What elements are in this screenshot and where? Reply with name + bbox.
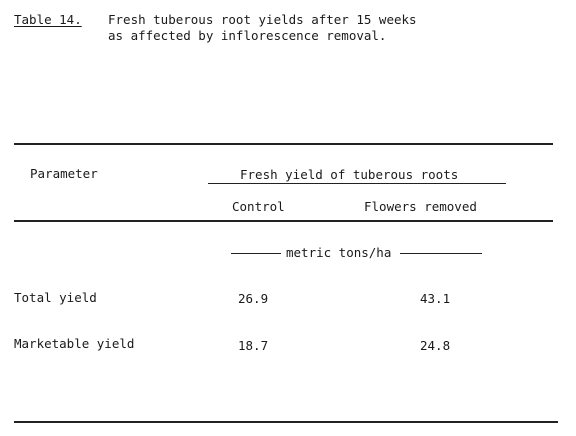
table-label: Table 14. [14,12,82,27]
row-flowers-removed-value: 43.1 [420,291,451,306]
header-parameter: Parameter [30,166,98,181]
unit-label: metric tons/ha [286,245,392,260]
group-underline [208,183,506,184]
header-group: Fresh yield of tuberous roots [240,167,459,182]
header-rule [14,220,553,222]
unit-line-left [231,253,281,254]
unit-line-right [400,253,482,254]
header-control: Control [232,199,285,214]
table-title-line-2: as affected by inflorescence removal. [108,28,387,43]
table-title-line-1: Fresh tuberous root yields after 15 weeks [108,12,417,27]
row-parameter: Marketable yield [14,336,135,351]
top-rule [14,143,553,145]
bottom-rule [14,421,558,423]
row-control-value: 18.7 [238,338,269,353]
row-control-value: 26.9 [238,291,269,306]
header-flowers-removed: Flowers removed [364,199,477,214]
row-parameter: Total yield [14,290,97,305]
row-flowers-removed-value: 24.8 [420,338,451,353]
